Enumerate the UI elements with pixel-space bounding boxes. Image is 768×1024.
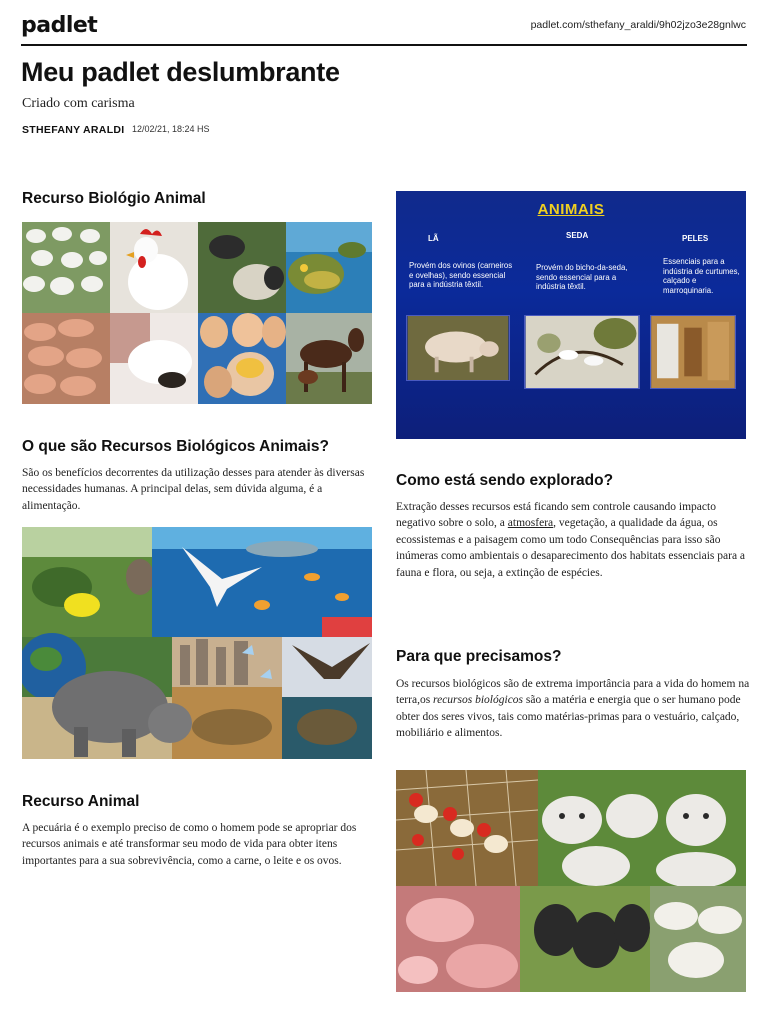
post-body-recurso-animal: A pecuária é o exemplo preciso de como o homem pode se apropriar dos recursos animais e até transformar seu modo de vida para obter itens importantes para a sua sobrevivência, como a carne, o leite e os ovos. — [22, 822, 357, 867]
post-body-para-que-emphasis: recursos biológicos — [433, 694, 524, 707]
slide-col-head-la: LÃ — [428, 234, 439, 243]
post-title-o-que-sao: O que são Recursos Biológicos Animais? — [22, 438, 329, 455]
board-title: Meu padlet deslumbrante — [21, 57, 340, 87]
board-subtitle: Criado com carisma — [22, 96, 135, 111]
post-title-recurso-animal: Recurso Animal — [22, 793, 140, 810]
slide-col-text-seda: Provém do bicho-da-seda, sendo essencial para a indústria têxtil. — [536, 263, 628, 292]
post-body-para-que-text-1: Os recursos biológicos são de extrema importância para a vida do homem na terra,os — [396, 678, 750, 707]
slide-silkworm-photo — [524, 315, 640, 389]
padlet-logo[interactable]: padlet — [21, 13, 98, 38]
slide-col-text-la: Provém dos ovinos (carneiros e ovelhas), sendo essencial para a indústria têxtil. — [409, 261, 513, 290]
post-body-como-esta-text-2: , vegetação, a qualidade da água, os ecossistemas e a paisagem como um todo Consequências para isso são inúmeras como ambientais o desaparecimento dos habitats essenciais para a fauna e flora, ou seja, a extinção de espécies. — [396, 517, 746, 579]
slide-col-text-peles: Essenciais para a indústria de curtumes, calçado e marroquinaria. — [663, 257, 740, 295]
slide-leather-photo — [650, 315, 736, 389]
slide-sheep-photo — [406, 315, 510, 381]
board-url[interactable]: padlet.com/sthefany_araldi/9h02jzo3e28gnlwc — [530, 19, 746, 31]
board-author[interactable]: STHEFANY ARALDI — [22, 124, 125, 136]
post-title-recurso-biologio: Recurso Biológio Animal — [22, 190, 206, 207]
post-body-como-esta-text-1: Extração desses recursos está ficando sem controle causando impacto negativo sobre o solo, a — [396, 501, 716, 530]
atmosfera-link[interactable]: atmosfera — [507, 517, 554, 530]
post-body-para-que — [396, 676, 750, 742]
board-date: 12/02/21, 18:24 HS — [132, 124, 210, 134]
post-title-para-que: Para que precisamos? — [396, 648, 562, 665]
header-divider — [21, 44, 747, 46]
ecosystem-collage-image[interactable] — [22, 527, 372, 759]
animal-collage-image[interactable] — [22, 222, 372, 404]
post-body-como-esta — [396, 499, 748, 581]
slide-col-head-peles: PELES — [682, 234, 709, 243]
slide-title: ANIMAIS — [537, 201, 605, 218]
livestock-collage-image[interactable] — [396, 770, 746, 992]
post-title-como-esta: Como está sendo explorado? — [396, 472, 614, 489]
post-body-para-que-text-2: são a matéria e energia que o ser humano pode obter dos seres vivos, tais como matérias-primas para o vestuário, calçado, mobiliário e alimentos. — [396, 694, 741, 740]
post-body-o-que-sao: São os benefícios decorrentes da utilização desses para atender às diversas necessidades humanas. A principal delas, sem dúvida alguma, é a alimentação. — [22, 467, 365, 512]
slide-col-head-seda: SEDA — [566, 231, 589, 240]
animais-slide-image[interactable] — [396, 191, 746, 439]
